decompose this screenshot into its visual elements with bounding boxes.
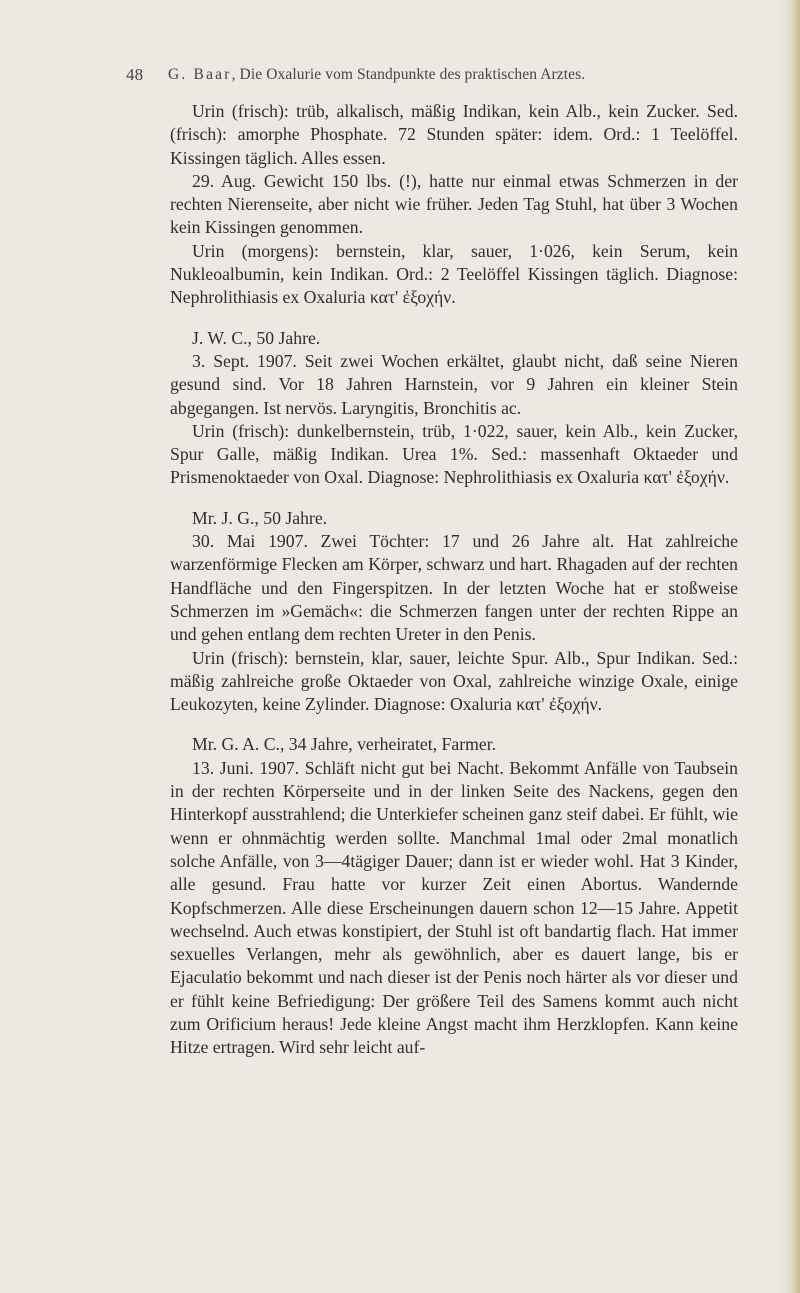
body-text (170, 100, 738, 1060)
paragraph-6: 30. Mai 1907. Zwei Töchter: 17 und 26 Jahre alt. Hat zahlreiche warzenförmige Flecken am Körper, schwarz und hart. Rhagaden auf der rechten Handfläche und den Fingerspitzen. In der letzten Woche hat er stoßweise Schmerzen im »Gemäch«: die Schmerzen fangen unter der rechten Rippe an und gehen entlang dem rechten Ureter in den Penis. (170, 531, 738, 645)
paragraph-7: Urin (frisch): bernstein, klar, sauer, leichte Spur. Alb., Spur Indikan. Sed.: mäßig zahlreiche große Oktaeder von Oxal, zahlreiche winzige Oxale, einige Leukozyten, keine Zylinder. Diagnose: Oxaluria κατ' ἐξοχήν. (170, 647, 738, 715)
paragraph-2: 29. Aug. Gewicht 150 lbs. (!), hatte nur einmal etwas Schmerzen in der rechten Nierenseite, aber nicht wie früher. Jeden Tag Stuhl, hat über 3 Wochen kein Kissingen genommen. (170, 170, 738, 238)
paragraph-5: Urin (frisch): dunkelbernstein, trüb, 1·022, sauer, kein Alb., kein Zucker, Spur Galle, mäßig Indikan. Urea 1%. Sed.: massenhaft Oktaeder und Prismenoktaeder von Oxal. Diagnose: Nephrolithiasis ex Oxaluria κατ' ἐξοχήν. (170, 420, 738, 488)
case-heading-3: Mr. G. A. C., 34 Jahre, verheiratet, Farmer. (192, 734, 497, 755)
header-title: , Die Oxalurie vom Standpunkte des praktischen Arztes. (231, 66, 586, 83)
header-author: G. Baar (168, 66, 232, 83)
paragraph-8: 13. Juni. 1907. Schläft nicht gut bei Nacht. Bekommt Anfälle von Taubsein in der rechten Körperseite und in der linken Seite des Nackens, gegen den Hinterkopf ausstrahlend; die Unterkiefer scheinen ganz steif dabei. Er fühlt, wie wenn er ohnmächtig werden sollte. Manchmal 1mal oder 2mal monatlich solche Anfälle, von 3—4tägiger Dauer; dann ist er wieder wohl. Hat 3 Kinder, alle gesund. Frau hatte vor kurzer Zeit einen Abortus. Wandernde Kopfschmerzen. Alle diese Erscheinungen dauern schon 12—15 Jahre. Appetit wechselnd. Auch etwas konstipiert, der Stuhl ist oft bandartig flach. Hat immer sexuelles Verlangen, mehr als gewöhnlich, aber es dauert lange, bis er Ejaculatio bekommt und nach dieser ist der Penis noch härter als vor dieser und er fühlt keine Befriedigung: Der größere Teil des Samens kommt auch nicht zum Orificium heraus! Jede kleine Angst macht ihm Herzklopfen. Kann keine Hitze ertragen. Wird sehr leicht auf- (170, 757, 738, 1058)
case-heading-2: Mr. J. G., 50 Jahre. (192, 507, 328, 528)
case-heading-1: J. W. C., 50 Jahre. (192, 327, 321, 348)
paragraph-4: 3. Sept. 1907. Seit zwei Wochen erkältet, glaubt nicht, daß seine Nieren gesund sind. Vor 18 Jahren Harnstein, vor 9 Jahren ein kleiner Stein abgegangen. Ist nervös. Laryngitis, Bronchitis ac. (170, 350, 738, 418)
running-header (126, 65, 586, 84)
page-number: 48 (126, 65, 144, 84)
page-edge (778, 0, 800, 1293)
paragraph-3: Urin (morgens): bernstein, klar, sauer, 1·026, kein Serum, kein Nukleoalbumin, kein Indikan. Ord.: 2 Teelöffel Kissingen täglich. Diagnose: Nephrolithiasis ex Oxaluria κατ' ἐξοχήν. (170, 240, 738, 308)
paragraph-1: Urin (frisch): trüb, alkalisch, mäßig Indikan, kein Alb., kein Zucker. Sed. (frisch): amorphe Phosphate. 72 Stunden später: idem. Ord.: 1 Teelöffel. Kissingen täglich. Alles essen. (170, 101, 738, 168)
